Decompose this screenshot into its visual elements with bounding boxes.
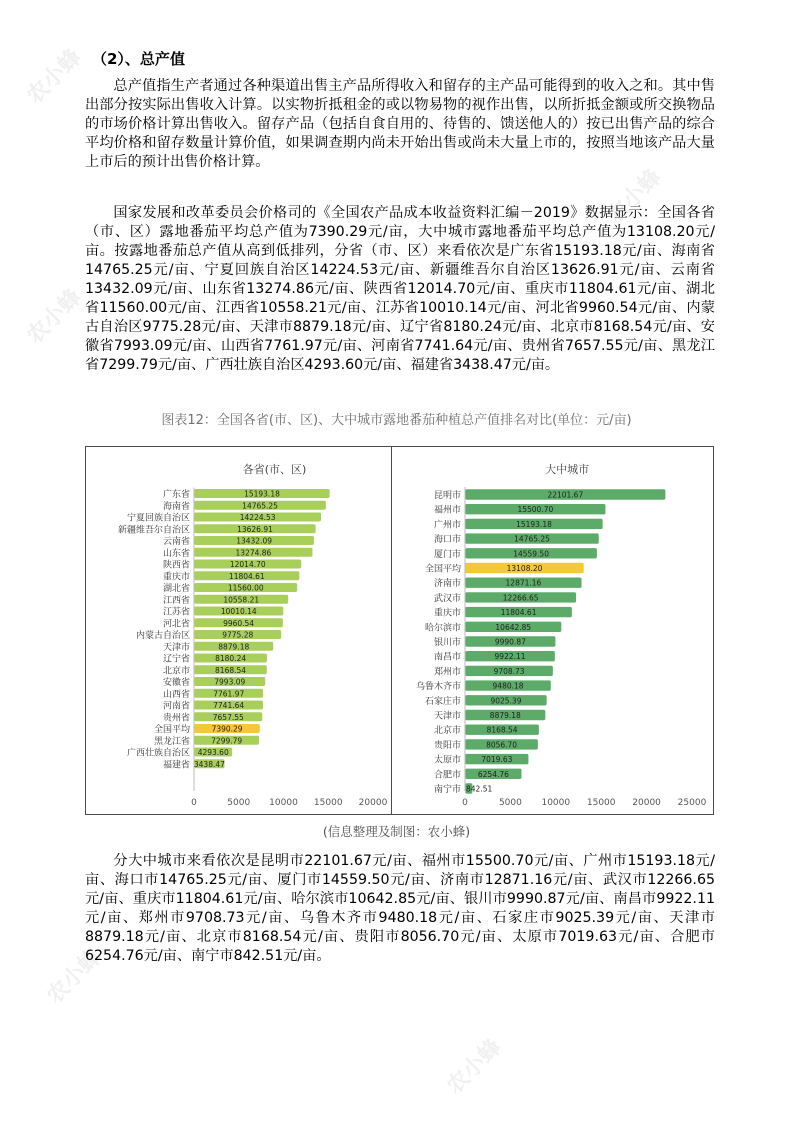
paragraph-province-ranking: 国家发展和改革委员会价格司的《全国农产品成本收益资料汇编－2019》数据显示：全国各省（市、区）露地番茄平均总产值为7390.29元/亩，大中城市露地番茄平均总产值为13108.20元/亩。按露地番茄总产值从高到低排列，分省（市、区）来看依次是广东省15193.18元/亩、海南省14765.25元/亩、宁夏回族自治区14224.53元/亩、新疆维吾尔自治区13626.91元/亩、云南省13432.09元/亩、山东省13274.86元/亩、陕西省12014.70元/亩、重庆市11804.61元/亩、湖北省11560.00元/亩、江西省10558.21元/亩、江苏省10010.14元/亩、河北省9960.54元/亩、内蒙古自治区9775.28元/亩、天津市8879.18元/亩、辽宁省8180.24元/亩、北京市8168.54元/亩、安徽省7993.09元/亩、山西省7761.97元/亩、河南省7741.64元/亩、贵州省7657.55元/亩、黑龙江省7299.79元/亩、广西壮族自治区4293.60元/亩、福建省3438.47元/亩。: [85, 205, 715, 373]
category-label: 全国平均: [153, 725, 190, 735]
category-label: 广东省: [162, 490, 190, 500]
category-label: 福州市: [433, 505, 461, 516]
data-label: 9960.54: [223, 618, 255, 628]
x-tick-label: 5000: [498, 798, 522, 808]
category-label: 安徽省: [162, 678, 190, 688]
data-label: 9025.39: [490, 696, 522, 706]
watermark: 农小蜂: [442, 1034, 507, 1100]
x-tick-label: 10000: [269, 798, 298, 808]
data-label: 842.51: [466, 784, 493, 794]
x-tick-label: 15000: [586, 798, 616, 808]
data-label: 11804.61: [228, 571, 265, 581]
data-label: 9990.87: [494, 637, 526, 647]
data-label: 12014.70: [229, 560, 266, 569]
category-label: 江西省: [162, 595, 190, 606]
x-tick-label: 0: [191, 798, 197, 808]
data-label: 7657.55: [212, 712, 244, 722]
data-label: 7761.97: [213, 689, 245, 699]
city-chart-panel: [391, 446, 714, 815]
category-label: 太原市: [433, 755, 461, 766]
data-label: 14559.50: [513, 549, 549, 559]
x-tick-label: 0: [462, 798, 468, 808]
watermark: 农小蜂: [22, 284, 87, 350]
x-tick-label: 5000: [227, 798, 251, 808]
data-label: 15193.18: [244, 489, 280, 499]
data-label: 6254.76: [477, 769, 509, 779]
category-label: 山西省: [162, 689, 190, 700]
paragraph-city-ranking: 分大中城市来看依次是昆明市22101.67元/亩、福州市15500.70元/亩、广州市15193.18元/亩、海口市14765.25元/亩、厦门市14559.50元/亩、济南市12871.16元/亩、武汉市12266.65元/亩、重庆市11804.61元/亩、哈尔滨市10642.85元/亩、银川市9990.87元/亩、南昌市9922.11元/亩、郑州市9708.73元/亩、乌鲁木齐市9480.18元/亩、石家庄市9025.39元/亩、天津市8879.18元/亩、北京市8168.54元/亩、贵阳市8056.70元/亩、太原市7019.63元/亩、合肥市6254.76元/亩、南宁市842.51元/亩。: [85, 853, 715, 964]
category-label: 重庆市: [433, 608, 461, 619]
watermark: 农小蜂: [22, 44, 87, 110]
category-label: 银川市: [433, 638, 461, 648]
data-label: 7299.79: [211, 736, 243, 746]
data-label: 4293.60: [197, 748, 229, 757]
data-label: 8168.54: [486, 725, 518, 735]
data-label: 13432.09: [236, 536, 273, 546]
data-label: 3438.47: [193, 759, 225, 769]
category-label: 贵州省: [162, 713, 190, 724]
category-label: 合肥市: [433, 770, 461, 781]
category-label: 江苏省: [162, 607, 190, 618]
category-label: 广州市: [433, 520, 461, 531]
data-label: 14765.25: [514, 534, 550, 544]
x-tick-label: 25000: [677, 798, 707, 808]
category-label: 陕西省: [162, 560, 190, 571]
province-bar-chart: [86, 447, 391, 814]
x-tick-label: 20000: [632, 798, 661, 808]
data-label: 7993.09: [214, 677, 246, 687]
data-label: 14224.53: [239, 513, 276, 522]
category-label: 湖北省: [162, 584, 190, 594]
category-label: 厦门市: [433, 549, 461, 560]
data-label: 12266.65: [502, 593, 539, 603]
category-label: 南昌市: [433, 652, 461, 663]
category-label: 全国平均: [424, 564, 461, 575]
category-label: 海南省: [162, 501, 190, 512]
watermark: 农小蜂: [602, 164, 667, 230]
data-label: 8879.18: [218, 642, 250, 652]
category-label: 河南省: [162, 701, 190, 712]
category-label: 济南市: [433, 579, 461, 590]
category-label: 武汉市: [433, 593, 461, 604]
data-label: 9922.11: [494, 652, 526, 662]
category-label: 天津市: [162, 642, 190, 653]
x-tick-label: 20000: [358, 798, 388, 808]
section-heading: （2）、总产值: [92, 50, 185, 68]
category-label: 北京市: [433, 726, 461, 737]
figure-caption: 图表12：全国各省(市、区)、大中城市露地番茄种植总产值排名对比(单位：元/亩): [161, 413, 632, 428]
data-label: 7741.64: [213, 701, 245, 710]
data-label: 11560.00: [227, 583, 264, 593]
category-label: 山东省: [162, 548, 190, 559]
category-label: 重庆市: [162, 572, 190, 583]
category-label: 云南省: [162, 537, 190, 547]
category-label: 南宁市: [433, 785, 461, 795]
category-label: 乌鲁木齐市: [415, 682, 461, 693]
category-label: 昆明市: [433, 491, 461, 501]
category-label: 郑州市: [433, 667, 461, 678]
category-label: 海口市: [433, 535, 461, 546]
category-label: 内蒙古自治区: [135, 631, 190, 641]
figure-source: (信息整理及制图：农小蜂): [322, 824, 471, 839]
data-label: 9480.18: [492, 681, 524, 691]
data-label: 11804.61: [500, 608, 537, 618]
category-label: 福建省: [162, 760, 190, 771]
watermark: 农小蜂: [42, 944, 107, 1010]
data-label: 10558.21: [223, 595, 260, 605]
data-label: 9775.28: [222, 630, 254, 640]
category-label: 河北省: [162, 619, 190, 630]
data-label: 10010.14: [220, 607, 257, 616]
data-label: 14765.25: [242, 501, 278, 511]
data-label: 8168.54: [215, 665, 247, 675]
category-label: 贵阳市: [433, 740, 461, 751]
category-label: 新疆维吾尔自治区: [117, 525, 190, 536]
data-label: 22101.67: [547, 490, 584, 500]
province-chart-panel: [85, 446, 392, 815]
category-label: 石家庄市: [424, 696, 461, 707]
chart-title: 大中城市: [545, 463, 590, 476]
category-label: 哈尔滨市: [424, 623, 461, 634]
x-tick-label: 15000: [313, 798, 343, 808]
data-label: 15193.18: [516, 519, 552, 529]
category-label: 辽宁省: [162, 654, 190, 665]
paragraph-definition: 总产值指生产者通过各种渠道出售主产品所得收入和留存的主产品可能得到的收入之和。其中售出部分按实际出售收入计算。以实物折抵租金的或以物易物的视作出售，以所折抵金额或所交换物品的市场价格计算出售收入。留存产品（包括自食自用的、待售的、馈送他人的）按已出售产品的综合平均价格和留存数量计算价值，如果调查期内尚未开始出售或尚未大量上市的，按照当地该产品大量上市后的预计出售价格计算。: [85, 78, 715, 170]
data-label: 7019.63: [481, 755, 513, 765]
data-label: 15500.70: [517, 505, 554, 515]
data-label: 8056.70: [486, 740, 518, 750]
data-label: 13108.20: [506, 564, 543, 573]
data-label: 13274.86: [235, 548, 272, 558]
data-label: 7390.29: [211, 724, 243, 734]
x-tick-label: 10000: [541, 798, 571, 808]
category-label: 北京市: [162, 666, 190, 677]
category-label: 天津市: [433, 711, 461, 722]
data-label: 12871.16: [505, 578, 542, 588]
data-label: 10642.85: [495, 622, 532, 632]
data-label: 8180.24: [215, 654, 247, 663]
category-label: 广西壮族自治区: [126, 748, 190, 759]
category-label: 宁夏回族自治区: [126, 513, 190, 524]
city-bar-chart: [392, 447, 713, 814]
chart-title: 各省(市、区): [242, 463, 307, 476]
category-label: 黑龙江省: [153, 736, 190, 747]
data-label: 8879.18: [489, 711, 521, 720]
data-label: 9708.73: [493, 666, 525, 676]
data-label: 13626.91: [237, 524, 273, 534]
